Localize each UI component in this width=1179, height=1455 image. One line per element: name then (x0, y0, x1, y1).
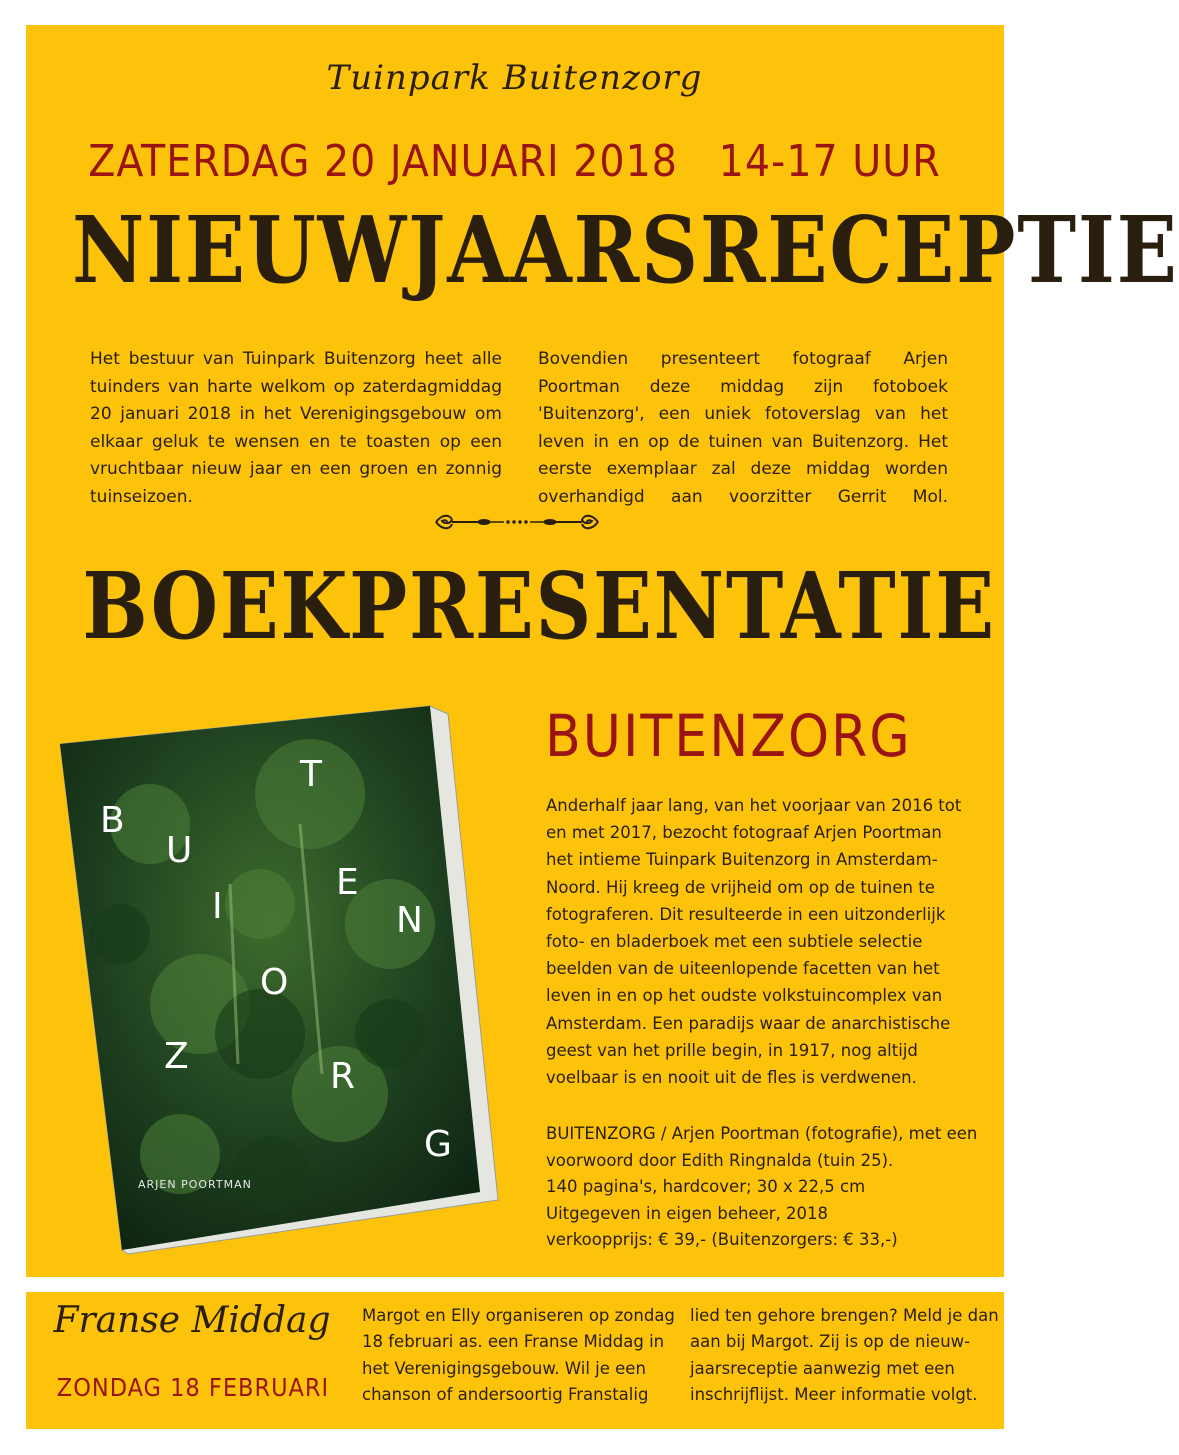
intro-text-right: Bovendien presenteert fotograaf Arjen Poortman deze middag zijn fotoboek 'Buitenzorg', een uniek fotoverslag van het leven in en op de tuinen van Buitenzorg. Het eerste exemplaar zal deze middag worden overhandigd aan voorzitter Gerrit Mol. (538, 349, 948, 507)
description-line: foto- en bladerboek met een subtiele selectie (546, 932, 923, 952)
footer-line: Margot en Elly organiseren op zondag (362, 1306, 675, 1325)
cover-letter: E (336, 862, 359, 903)
book-title: BUITENZORG (545, 702, 912, 770)
description-line: geest van het prille begin, in 1917, nog altijd (546, 1040, 918, 1060)
cover-letter: Z (164, 1036, 189, 1077)
footer-text-col-1 (362, 1303, 675, 1409)
description-line: beelden van de uiteenlopende facetten van het (546, 959, 940, 979)
book-detail-line: verkoopprijs: € 39,- (Buitenzorgers: € 33,-) (546, 1230, 898, 1250)
footer-event-title: Franse Middag (53, 1300, 331, 1341)
book-detail-line: BUITENZORG / Arjen Poortman (fotografie), met een (546, 1124, 978, 1143)
description-line: het intieme Tuinpark Buitenzorg in Amsterdam- (546, 850, 938, 870)
event-date: ZATERDAG 20 JANUARI 2018 14-17 UUR (88, 136, 941, 187)
description-line: Amsterdam. Een paradijs waar de anarchistische (546, 1013, 951, 1033)
event-title: NIEUWJAARSRECEPTIE (72, 196, 1179, 304)
cover-letter: G (424, 1124, 452, 1165)
footer-line: inschrijflijst. Meer informatie volgt. (690, 1385, 978, 1405)
cover-author: ARJEN POORTMAN (138, 1178, 252, 1191)
cover-letter: T (300, 754, 322, 795)
ornament-divider-icon (432, 510, 602, 534)
description-line: en met 2017, bezocht fotograaf Arjen Poortman (546, 823, 942, 843)
book-detail-line: voorwoord door Edith Ringnalda (tuin 25). (546, 1150, 894, 1170)
cover-letter: O (260, 962, 289, 1003)
cover-letter: U (166, 830, 193, 871)
footer-line: lied ten gehore brengen? Meld je dan (690, 1306, 999, 1325)
book-description (546, 792, 962, 1091)
book-cover-image (60, 704, 510, 1264)
description-line: leven in en op het oudste volkstuincomplex van (546, 986, 943, 1006)
footer-event-date: ZONDAG 18 FEBRUARI (56, 1373, 330, 1402)
footer-line: 18 februari as. een Franse Middag in (362, 1332, 665, 1352)
book-section-heading: BOEKPRESENTATIE (82, 552, 996, 660)
footer-line: aan bij Margot. Zij is op de nieuw- (690, 1332, 971, 1352)
description-line: Noord. Hij kreeg de vrijheid om op de tuinen te (546, 877, 935, 897)
cover-letter: R (330, 1056, 356, 1097)
description-line: Anderhalf jaar lang, van het voorjaar van 2016 tot (546, 796, 962, 815)
footer-text-col-2 (690, 1303, 1000, 1409)
book-detail-line: Uitgegeven in eigen beheer, 2018 (546, 1203, 828, 1223)
intro-text-left: Het bestuur van Tuinpark Buitenzorg heet alle tuinders van harte welkom op zaterdagmiddag 20 januari 2018 in het Verenigingsgebouw om elkaar geluk te wensen en te toasten op een vruchtbaar nieuw jaar en een groen en zonnig tuinseizoen. (90, 349, 502, 507)
description-line: voelbaar is en nooit uit de fles is verdwenen. (546, 1068, 917, 1088)
cover-letter: I (212, 886, 223, 927)
description-line: fotograferen. Dit resulteerde in een uitzonderlijk (546, 904, 946, 924)
footer-line: het Verenigingsgebouw. Wil je een (362, 1358, 646, 1378)
footer-line: jaarsreceptie aanwezig met een (690, 1358, 955, 1378)
footer-line: chanson of andersoortig Franstalig (362, 1385, 649, 1405)
cover-letter: B (100, 800, 125, 841)
book-details (546, 1121, 978, 1254)
cover-letter: N (396, 900, 423, 941)
site-name: Tuinpark Buitenzorg (326, 58, 703, 98)
book-detail-line: 140 pagina's, hardcover; 30 x 22,5 cm (546, 1177, 866, 1197)
